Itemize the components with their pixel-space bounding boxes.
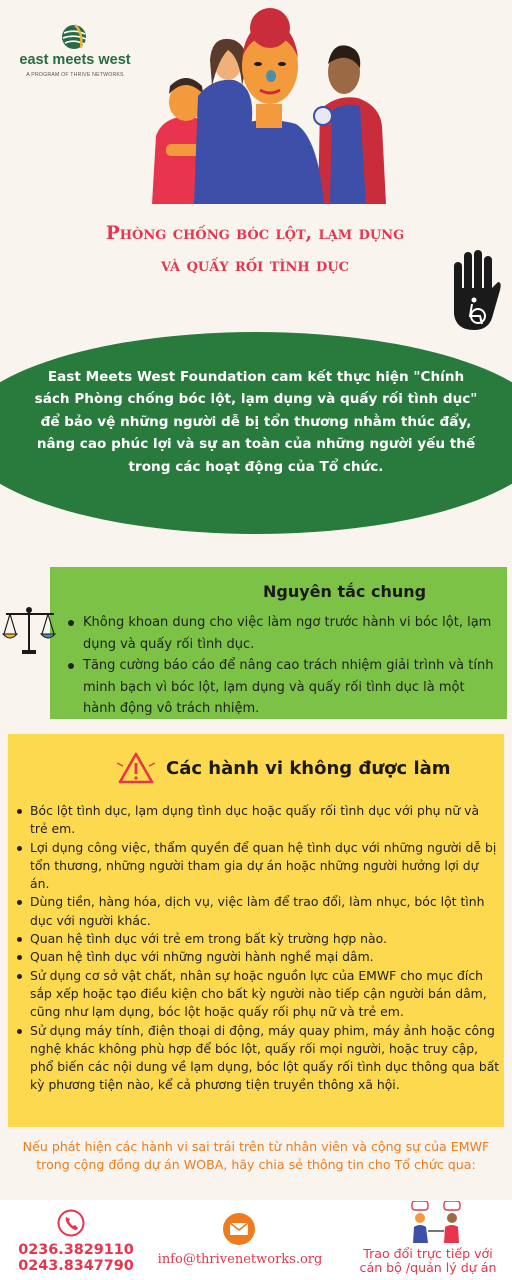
stop-hand-icon — [448, 248, 504, 332]
phone-1[interactable]: 0236.3829110 — [18, 1242, 134, 1258]
principles-title: Nguyên tắc chung — [263, 582, 427, 601]
list-item: Quan hệ tình dục với trẻ em trong bất kỳ trường hợp nào. — [16, 930, 500, 948]
list-item: Lợi dụng công việc, thẩm quyền để quan hệ tình dục với những người dễ bị tổn thương, những người tham gia dự án hoặc những người hưởng lợi dự án. — [16, 839, 500, 894]
list-item: Không khoan dung cho việc làm ngơ trước hành vi bóc lột, lạm dụng và quấy rối tình dục. — [66, 612, 494, 655]
prohibited-list — [16, 802, 500, 1095]
email-link[interactable]: info@thrivenetworks.org — [157, 1252, 323, 1267]
phone-2[interactable]: 0243.8347790 — [18, 1258, 134, 1274]
meet-line-1: Trao đổi trực tiếp với — [363, 1246, 493, 1261]
title-line-1: Phòng chống bóc lột, lạm dụng — [105, 223, 405, 244]
list-item: Bóc lột tình dục, lạm dụng tình dục hoặc quấy rối tình dục với phụ nữ và trẻ em. — [16, 802, 500, 839]
people-talking-icon — [410, 1201, 462, 1245]
intro-text: East Meets West Foundation cam kết thực hiện "Chính sách Phòng chống bóc lột, lạm dụng và quấy rối tình dục" để bảo vệ những người dễ bị tổn thương nhằm thúc đẩy, nâng cao phúc lợi và sự an toàn của những người yếu thế trong các hoạt động của Tổ chức. — [34, 369, 478, 475]
phone-icon — [57, 1209, 85, 1237]
logo-name: east meets west — [19, 52, 131, 68]
report-note — [0, 1138, 512, 1174]
meet-line-2: cán bộ /quản lý dự án — [359, 1260, 497, 1275]
phone-numbers[interactable] — [16, 1242, 136, 1274]
prohibited-title: Các hành vi không được làm — [166, 758, 451, 779]
mail-icon — [222, 1212, 256, 1246]
scale-icon — [0, 604, 58, 656]
list-item: Dùng tiền, hàng hóa, dịch vụ, việc làm để trao đổi, làm nhục, bóc lột tình dục với người khác. — [16, 893, 500, 930]
report-line-1: Nếu phát hiện các hành vi sai trái trên từ nhân viên và cộng sự của EMWF — [22, 1139, 490, 1154]
report-line-2: trong cộng đồng dự án WOBA, hãy chia sẻ thông tin cho Tổ chức qua: — [36, 1157, 476, 1172]
list-item: Quan hệ tình dục với những người hành nghề mại dâm. — [16, 948, 500, 966]
people-illustration — [142, 6, 394, 204]
list-item: Sử dụng cơ sở vật chất, nhân sự hoặc nguồn lực của EMWF cho mục đích sắp xếp hoặc tạo điều kiện cho bất kỳ người nào tiếp cận người bán dâm, cũng như lạm dụng, bóc lột hoặc quấy rối phụ nữ và trẻ em. — [16, 967, 500, 1022]
list-item: Tăng cường báo cáo để nâng cao trách nhiệm giải trình và tính minh bạch vì bóc lột, lạm dụng và quấy rối tình dục là một hành động vô trách nhiệm. — [66, 655, 494, 720]
meet-directly-text — [348, 1247, 508, 1275]
logo-tagline: A PROGRAM OF THRIVE NETWORKS — [26, 72, 124, 78]
warning-icon — [117, 751, 155, 785]
title-line-2: và quấy rối tình dục — [160, 255, 350, 276]
page-title — [20, 218, 490, 282]
principles-list — [66, 612, 494, 720]
list-item: Sử dụng máy tính, điện thoại di động, máy quay phim, máy ảnh hoặc công nghệ khác không phù hợp để bóc lột, quấy rối mọi người, hoặc truy cập, phổ biến các nội dung về lạm dụng, bóc lột quấy rối tình dục thông qua bất kỳ phương tiện nào, kể cả phương tiện truyền thông xã hội. — [16, 1022, 500, 1095]
globe-logo-icon — [61, 24, 87, 50]
